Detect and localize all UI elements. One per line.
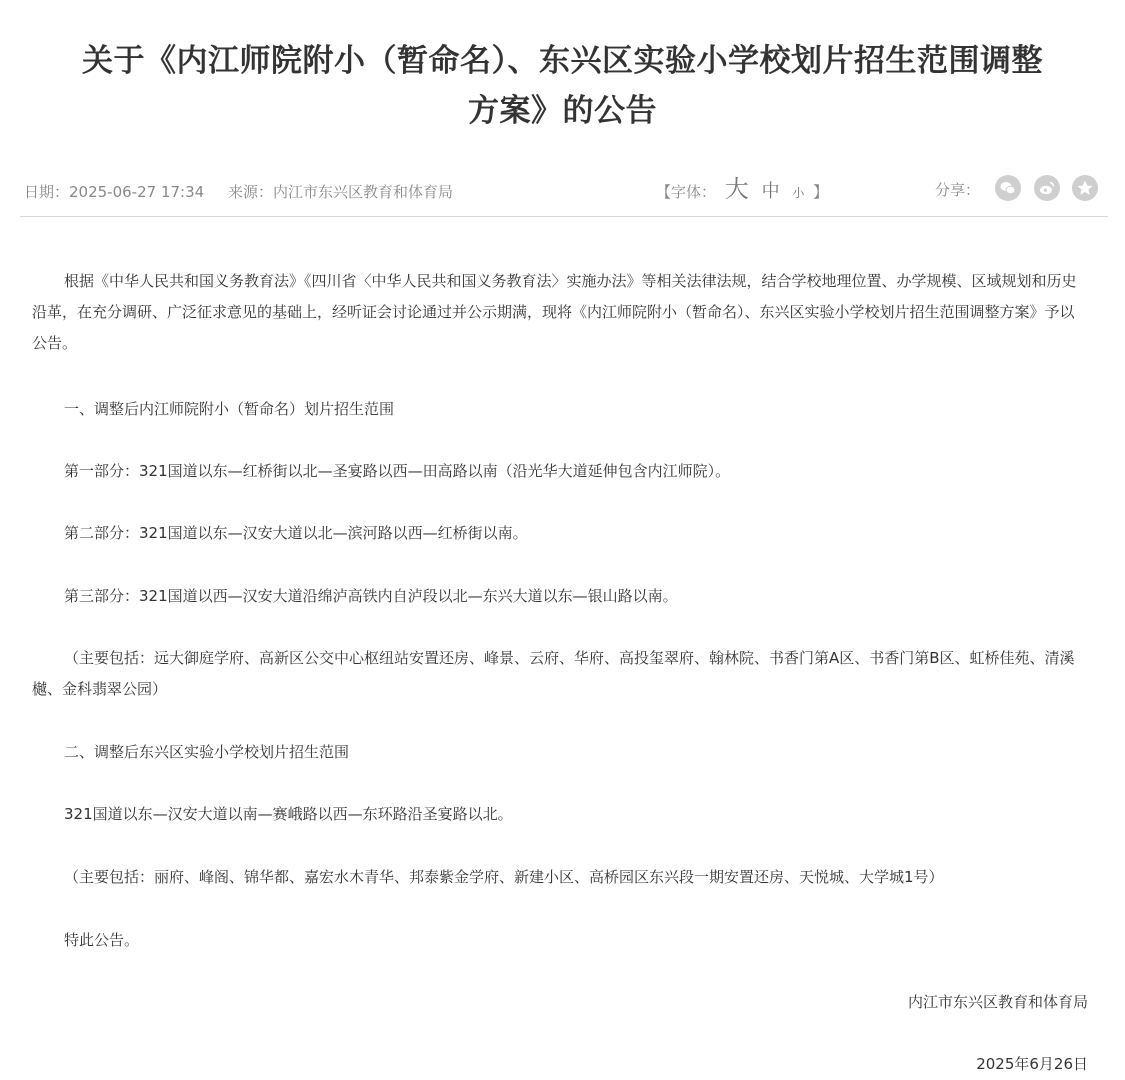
article-title — [40, 36, 1085, 136]
article-source: 来源：内江市东兴区教育和体育局 — [228, 183, 454, 201]
share-label: 分享： — [935, 181, 981, 199]
font-size-small-button[interactable]: 小 — [792, 186, 805, 200]
section-2-range: 321国道以东—汉安大道以南—赛峨路以西—东环路沿圣宴路以北。 — [64, 805, 513, 823]
publish-date: 日期：2025-06-27 17:34 — [24, 183, 205, 201]
font-size-medium-button[interactable]: 中 — [761, 181, 780, 202]
share-wechat-button[interactable] — [995, 175, 1021, 201]
section-2-included-communities: （主要包括：丽府、峰阁、锦华都、嘉宏水木青华、邦泰紫金学府、新建小区、高桥园区东兴段一期安置还房、天悦城、大学城1号） — [64, 868, 944, 886]
intro-paragraph: 根据《中华人民共和国义务教育法》《四川省〈中华人民共和国义务教育法〉实施办法》等相关法律法规，结合学校地理位置、办学规模、区域规划和历史沿革，在充分调研、广泛征求意见的基础上，经听证会讨论通过并公示期满，现将《内江师院附小（暂命名）、东兴区实验小学校划片招生范围调整方案》予以公告。 — [32, 272, 1077, 352]
section-1-heading: 一、调整后内江师院附小（暂命名）划片招生范围 — [64, 400, 395, 418]
article-meta-bar — [20, 168, 1108, 217]
qzone-star-icon — [1076, 179, 1094, 197]
font-size-open-label: 【字体： — [656, 183, 717, 201]
wechat-icon — [999, 179, 1017, 197]
section-1-part-3: 第三部分：321国道以西—汉安大道沿绵泸高铁内自泸段以北—东兴大道以东—银山路以南。 — [64, 587, 678, 605]
share-weibo-button[interactable] — [1034, 175, 1060, 201]
issuing-authority: 内江市东兴区教育和体育局 — [907, 993, 1088, 1011]
closing-statement: 特此公告。 — [64, 931, 140, 949]
article-title-line-1: 关于《内江师院附小（暂命名）、东兴区实验小学校划片招生范围调整 — [82, 43, 1043, 79]
section-1-part-1: 第一部分：321国道以东—红桥街以北—圣宴路以西—田高路以南（沿光华大道延伸包含内江师院）。 — [64, 462, 731, 480]
section-1-included-communities: （主要包括：远大御庭学府、高新区公交中心枢纽站安置还房、峰景、云府、华府、高投玺翠府、翰林院、书香门第A区、书香门第B区、虹桥佳苑、清溪樾、金科翡翠公园） — [32, 649, 1075, 698]
article-title-line-2: 方案》的公告 — [468, 93, 657, 129]
share-qzone-button[interactable] — [1072, 175, 1098, 201]
section-1-part-2: 第二部分：321国道以东—汉安大道以北—滨河路以西—红桥街以南。 — [64, 524, 528, 542]
font-size-large-button[interactable]: 大 — [724, 175, 749, 203]
font-size-selector — [656, 174, 828, 204]
section-2-heading: 二、调整后东兴区实验小学校划片招生范围 — [64, 743, 350, 761]
font-size-close-bracket: 】 — [813, 183, 829, 201]
issue-date: 2025年6月26日 — [976, 1055, 1088, 1073]
weibo-icon — [1038, 179, 1056, 197]
